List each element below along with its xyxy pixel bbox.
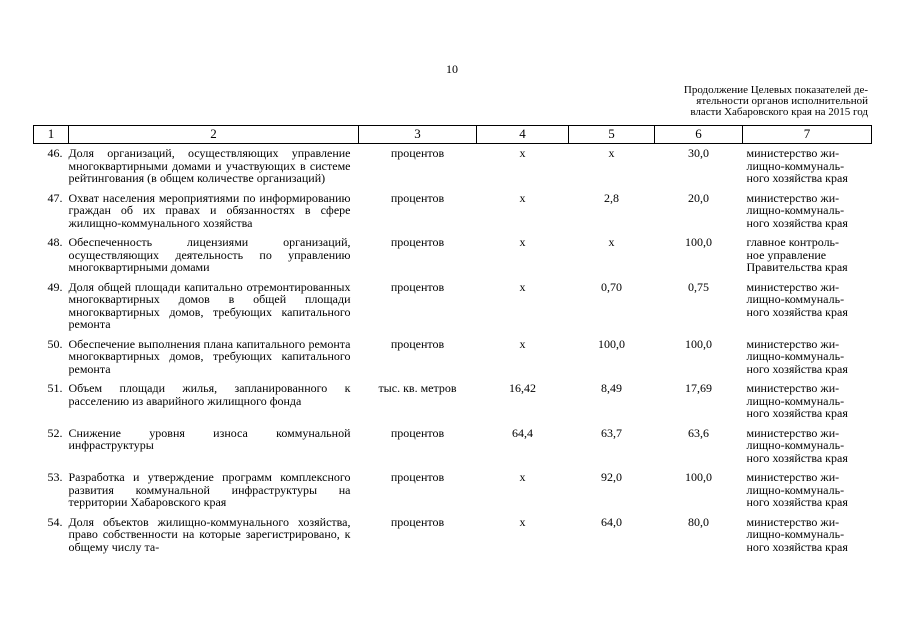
- responsible-body: [743, 144, 872, 189]
- indicator-name: Доля общей площади капитально отремонтированных многоквартирных домов в общей площади многоквартирных домов, требующих капитального ремонта: [68, 279, 351, 331]
- table-row: [34, 513, 872, 558]
- value-col-5: 2,8: [604, 190, 619, 205]
- responsible-body-line: ного хозяйства края: [746, 406, 848, 420]
- page-number: 10: [446, 62, 458, 76]
- value-col-4: х: [519, 470, 526, 484]
- responsible-body-line: лищно-коммуналь-: [746, 349, 845, 363]
- value-col-5: 0,70: [601, 279, 622, 294]
- responsible-body: [743, 278, 872, 335]
- responsible-body-line: министерство жи-: [746, 190, 840, 205]
- responsible-body: [743, 379, 872, 424]
- value-col-6: 30,0: [688, 146, 709, 160]
- responsible-body-line: министерство жи-: [746, 470, 840, 484]
- value-col-5: х: [608, 146, 615, 160]
- responsible-body: [743, 468, 872, 513]
- table-body: [34, 144, 872, 558]
- responsible-body-line: лищно-коммуналь-: [746, 158, 845, 173]
- value-col-6: 0,75: [688, 279, 709, 294]
- row-number: 48.: [47, 235, 63, 249]
- value-col-6: 80,0: [688, 514, 709, 529]
- table-row: [34, 468, 872, 513]
- row-number: 54.: [47, 514, 63, 529]
- responsible-body-line: министерство жи-: [746, 146, 840, 160]
- responsible-body: [743, 233, 872, 278]
- column-header: 4: [477, 126, 569, 144]
- column-header: 6: [655, 126, 743, 144]
- unit-of-measure: процентов: [390, 146, 445, 160]
- continuation-note-line: Продолжение Целевых показателей де-: [683, 84, 868, 96]
- value-col-4: х: [519, 514, 526, 529]
- value-col-4: 16,42: [509, 381, 536, 395]
- row-number: 50.: [47, 336, 63, 351]
- row-number: 49.: [47, 279, 63, 294]
- column-header: 1: [34, 126, 69, 144]
- unit-of-measure: процентов: [390, 190, 445, 205]
- continuation-note-line: ятельности органов исполнительной: [696, 95, 868, 107]
- indicator-name: Доля объектов жилищно-коммунального хозяйства, право собственности на которые зарегистрировано, к общему числу та-: [68, 514, 351, 554]
- value-col-5: х: [608, 235, 615, 249]
- indicator-name: Доля организаций, осуществляющих управление многоквартирными домами и участвующих в системе рейтингования (в общем количестве организаций): [68, 146, 351, 185]
- unit-of-measure: процентов: [390, 514, 445, 529]
- indicator-name: Обеспечение выполнения плана капитального ремонта многоквартирных домов, требующих капитального ремонта: [68, 336, 351, 376]
- value-col-5: 92,0: [601, 470, 622, 484]
- continuation-note-line: власти Хабаровского края на 2015 год: [690, 106, 868, 118]
- value-col-6: 100,0: [685, 235, 712, 249]
- value-col-4: 64,4: [512, 425, 533, 440]
- table-row: [34, 144, 872, 189]
- table-row: [34, 233, 872, 278]
- column-header: 5: [569, 126, 655, 144]
- indicator-name: Разработка и утверждение программ комплексного развития коммунальной инфраструктуры на территории Хабаровского края: [68, 470, 351, 509]
- responsible-body-line: министерство жи-: [746, 514, 840, 529]
- row-number: 52.: [47, 425, 63, 440]
- unit-of-measure: процентов: [390, 425, 445, 440]
- responsible-body-line: ного хозяйства края: [746, 539, 848, 554]
- unit-of-measure: процентов: [390, 235, 445, 249]
- responsible-body-line: ного хозяйства края: [746, 495, 848, 509]
- responsible-body: [743, 424, 872, 469]
- responsible-body-line: лищно-коммуналь-: [746, 438, 845, 452]
- row-number: 51.: [47, 381, 63, 395]
- responsible-body-line: ного хозяйства края: [746, 304, 848, 319]
- value-col-6: 100,0: [685, 336, 712, 351]
- responsible-body-line: ное управление: [746, 247, 827, 262]
- indicator-name: Объем площади жилья, запланированного к расселению из аварийного жилищного фонда: [68, 381, 351, 408]
- unit-of-measure: тыс. кв. метров: [378, 381, 457, 395]
- indicator-name: Обеспеченность лицензиями организаций, осуществляющих деятельность по управлению многоквартирными домами: [68, 235, 351, 274]
- value-col-6: 63,6: [688, 425, 709, 440]
- value-col-5: 8,49: [601, 381, 622, 395]
- value-col-6: 20,0: [688, 190, 709, 205]
- value-col-4: х: [519, 235, 526, 249]
- continuation-note: [653, 85, 868, 118]
- responsible-body-line: лищно-коммуналь-: [746, 393, 845, 408]
- header-row: [34, 126, 872, 144]
- row-number: 47.: [47, 190, 63, 205]
- unit-of-measure: процентов: [390, 279, 445, 294]
- responsible-body-line: лищно-коммуналь-: [746, 527, 845, 541]
- indicator-name: Снижение уровня износа коммунальной инфраструктуры: [68, 425, 351, 452]
- value-col-5: 64,0: [601, 514, 622, 529]
- responsible-body-line: лищно-коммуналь-: [746, 203, 845, 217]
- table-row: [34, 278, 872, 335]
- responsible-body-line: министерство жи-: [746, 279, 840, 294]
- responsible-body: [743, 513, 872, 558]
- indicator-name: Охват населения мероприятиями по информированию граждан об их правах и обязанностях в сфере жилищно-коммунального хозяйства: [68, 190, 351, 230]
- value-col-6: 17,69: [685, 381, 712, 395]
- table-row: [34, 335, 872, 380]
- value-col-4: х: [519, 279, 526, 294]
- table-row: [34, 379, 872, 424]
- value-col-4: х: [519, 336, 526, 351]
- responsible-body-line: лищно-коммуналь-: [746, 482, 845, 497]
- value-col-6: 100,0: [685, 470, 712, 484]
- indicators-table: [33, 125, 872, 557]
- responsible-body-line: лищно-коммуналь-: [746, 292, 845, 306]
- value-col-4: х: [519, 146, 526, 160]
- row-number: 46.: [47, 146, 63, 160]
- responsible-body-line: ного хозяйства края: [746, 171, 848, 185]
- column-header: 2: [69, 126, 359, 144]
- table-row: [34, 189, 872, 234]
- responsible-body: [743, 189, 872, 234]
- value-col-5: 100,0: [598, 336, 625, 351]
- responsible-body-line: министерство жи-: [746, 336, 840, 351]
- table-row: [34, 424, 872, 469]
- responsible-body-line: ного хозяйства края: [746, 215, 848, 230]
- unit-of-measure: процентов: [390, 470, 445, 484]
- column-header: 3: [359, 126, 477, 144]
- value-col-4: х: [519, 190, 526, 205]
- value-col-5: 63,7: [601, 425, 622, 440]
- responsible-body: [743, 335, 872, 380]
- unit-of-measure: процентов: [390, 336, 445, 351]
- responsible-body-line: ного хозяйства края: [746, 450, 848, 465]
- responsible-body-line: Правительства края: [746, 260, 848, 274]
- responsible-body-line: ного хозяйства края: [746, 361, 848, 376]
- row-number: 53.: [47, 470, 63, 484]
- responsible-body-line: главное контроль-: [746, 235, 840, 249]
- column-header: 7: [743, 126, 872, 144]
- responsible-body-line: министерство жи-: [746, 425, 840, 440]
- responsible-body-line: министерство жи-: [746, 381, 840, 395]
